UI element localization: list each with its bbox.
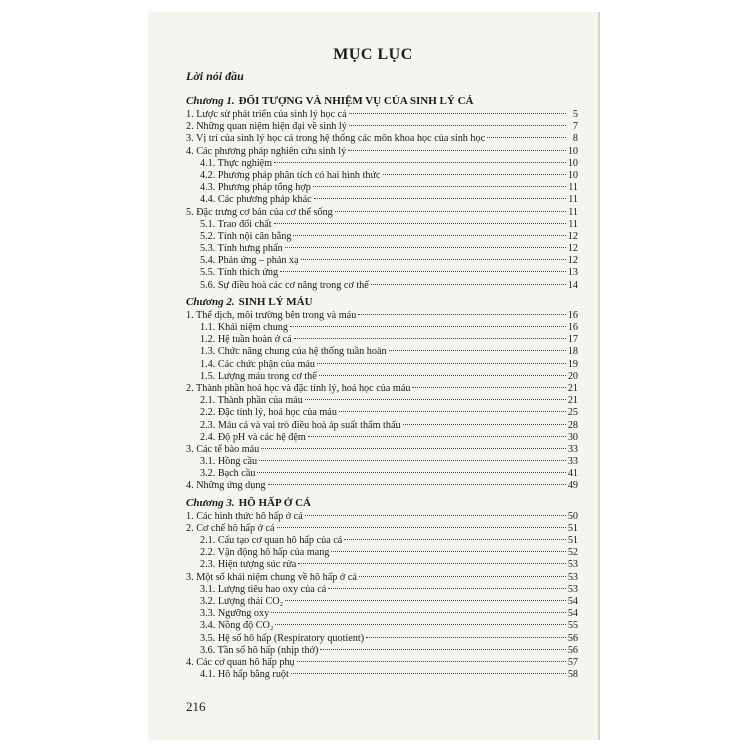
toc-entry-label: 2.2. Vận động hô hấp của mang: [200, 547, 330, 559]
toc-entry-page: 21: [567, 395, 578, 407]
chapter-title: ĐỐI TƯỢNG VÀ NHIỆM VỤ CỦA SINH LÝ CÁ: [238, 95, 474, 107]
toc-entry: [186, 121, 578, 133]
toc-entry-page: 53: [567, 559, 578, 571]
toc-entry-page: 10: [567, 169, 578, 181]
dot-leader: [320, 649, 565, 650]
toc-entry-page: 8: [572, 133, 578, 145]
dot-leader: [403, 424, 566, 425]
toc-entry-label: 5.6. Sự điều hoà các cơ năng trong cơ thể: [200, 279, 369, 291]
toc-entry-label: 3. Vị trí của sinh lý học cá trong hệ thống các môn khoa học của sinh học: [186, 133, 486, 145]
toc-entry-page: 33: [567, 456, 578, 468]
dot-leader: [328, 588, 565, 589]
toc-entry: [186, 480, 578, 492]
dot-leader: [268, 484, 566, 485]
toc-entry: [186, 407, 578, 419]
toc-entry-label: 1.5. Lượng máu trong cơ thể: [200, 370, 317, 382]
toc-entry-label: 5.1. Trao đổi chất: [200, 218, 272, 230]
toc-entry: [186, 572, 578, 584]
dot-leader: [257, 472, 565, 473]
dot-leader: [412, 387, 565, 388]
dot-leader: [348, 150, 566, 151]
toc-entry: [186, 133, 578, 145]
toc-entry-page: 30: [567, 431, 578, 443]
dot-leader: [359, 576, 566, 577]
toc-entry-label: 1.1. Khái niệm chung: [200, 322, 288, 333]
dot-leader: [344, 539, 566, 540]
toc-entry: [186, 182, 578, 194]
dot-leader: [371, 284, 566, 285]
toc-entry: [186, 231, 578, 243]
toc-entry-label: 2.3. Máu cá và vai trò điều hoà áp suất thẩm thấu: [200, 419, 401, 431]
toc-entry: [186, 280, 578, 292]
toc-entry-page: 53: [567, 583, 578, 595]
toc-entry: [186, 170, 578, 182]
toc-entry-label: 3.3. Ngưỡng oxy: [200, 608, 270, 620]
toc-entry: [186, 146, 578, 158]
toc-entry-page: 53: [567, 571, 578, 583]
page-heading: MỤC LỤC: [333, 46, 413, 63]
toc-entry-page: 51: [567, 522, 578, 534]
toc-entry: [186, 243, 578, 255]
toc-entry-label: 5.4. Phản ứng – phản xạ: [200, 255, 299, 267]
dot-leader: [280, 271, 566, 272]
toc-entry-page: 55: [567, 620, 578, 632]
toc-entry: [186, 207, 578, 219]
toc-entry-label: 4. Các cơ quan hô hấp phụ: [186, 656, 295, 668]
toc-entry: [186, 359, 578, 371]
dot-leader: [305, 399, 566, 400]
toc-entry: [186, 322, 578, 334]
toc-entry-page: 10: [567, 157, 578, 169]
toc-entry-label: 2. Thành phần hoá học và đặc tính lý, hoá học của máu: [186, 382, 411, 394]
toc-entry: [186, 633, 578, 645]
toc-entry-page: 28: [567, 419, 578, 431]
toc-entry: [186, 255, 578, 267]
toc-entry-page: 12: [567, 243, 578, 255]
toc-entry-label: 3.1. Hồng cầu: [200, 456, 258, 468]
dot-leader: [277, 527, 566, 528]
toc-entry-page: 13: [567, 267, 578, 279]
toc-entry-label: 1.2. Hệ tuần hoàn ở cá: [200, 334, 292, 346]
toc-entry: [186, 535, 578, 547]
toc-entry-page: 11: [568, 194, 578, 206]
toc-entry: [186, 559, 578, 571]
toc-entry-label: 2.1. Thành phần của máu: [200, 395, 303, 407]
dot-leader: [274, 162, 566, 163]
toc-entry: [186, 420, 578, 432]
toc-entry: [186, 468, 578, 480]
toc-entry: [186, 547, 578, 559]
toc-entry-page: 16: [567, 322, 578, 333]
toc-entry: [186, 395, 578, 407]
toc-entry: [186, 657, 578, 669]
dot-leader: [389, 350, 566, 351]
toc-entry-page: 5: [572, 109, 578, 120]
toc-entry-page: 19: [567, 358, 578, 370]
toc-entry-page: 20: [567, 370, 578, 382]
toc-entry-label: 3.2. Bạch cầu: [200, 468, 256, 480]
dot-leader: [339, 411, 566, 412]
toc-entry-label: 5.3. Tính hưng phấn: [200, 243, 283, 255]
dot-leader: [294, 338, 566, 339]
chapter-heading: [186, 95, 578, 109]
toc-entry-page: 17: [567, 334, 578, 346]
dot-leader: [305, 515, 566, 516]
dot-leader: [349, 113, 566, 114]
toc-entry: [186, 669, 578, 681]
toc-entry-page: 58: [567, 669, 578, 681]
toc-entry-page: 54: [567, 595, 578, 607]
toc-entry-page: 41: [567, 468, 578, 480]
toc-entry-label: 3. Một số khái niệm chung về hô hấp ở cá: [186, 571, 357, 583]
toc-entry-label: 5. Đặc trưng cơ bản của cơ thể sống: [186, 206, 333, 218]
toc-entry-page: 11: [568, 218, 578, 230]
dot-leader: [308, 436, 566, 437]
toc-entry-label: 5.5. Tính thích ứng: [200, 267, 279, 279]
toc-entry: [186, 194, 578, 206]
toc-entry-page: 25: [567, 407, 578, 419]
toc-entry-page: 57: [567, 656, 578, 668]
toc-entry-label: 2.2. Đặc tính lý, hoá học của máu: [200, 407, 337, 419]
toc-entry: [186, 645, 578, 657]
dot-leader: [314, 198, 566, 199]
toc-entry-label: 4.3. Phương pháp tổng hợp: [200, 182, 311, 194]
dot-leader: [293, 235, 565, 236]
toc-entry-label: 4.1. Thực nghiệm: [200, 157, 273, 169]
dot-leader: [274, 223, 566, 224]
toc-entry-label: 1. Các hình thức hô hấp ở cá: [186, 510, 303, 522]
toc-entry: [186, 444, 578, 456]
toc-entry-label: 3.6. Tần số hô hấp (nhịp thở): [200, 644, 319, 656]
toc-entry-label: 2.3. Hiện tượng súc rửa: [200, 559, 297, 571]
toc-entry-page: 56: [567, 644, 578, 656]
book-page: [148, 12, 598, 740]
toc-entry-label: 1. Thể dịch, môi trường bên trong và máu: [186, 309, 357, 321]
toc-entry-page: 7: [572, 121, 578, 133]
chapter-heading: [186, 497, 578, 511]
toc-entry-page: 21: [567, 382, 578, 394]
chapter-number: Chương 1.: [186, 95, 235, 107]
toc-entry-label: 3.1. Lượng tiêu hao oxy của cá: [200, 583, 327, 595]
dot-leader: [259, 460, 566, 461]
toc-entry-label: 4. Các phương pháp nghiên cứu sinh lý: [186, 145, 347, 157]
toc-entry-label: 4.4. Các phương pháp khác: [200, 194, 312, 206]
toc-entry: [186, 219, 578, 231]
dot-leader: [291, 673, 566, 674]
toc-entry-label: 4.1. Hô hấp bằng ruột: [200, 669, 289, 681]
toc-entry-page: 49: [567, 480, 578, 492]
toc-entry-label: 4. Những ứng dụng: [186, 480, 266, 492]
dot-leader: [349, 125, 566, 126]
toc-entry-label: 1.4. Các chức phận của máu: [200, 358, 315, 370]
toc-entry: [186, 371, 578, 383]
dot-leader: [366, 637, 566, 638]
toc-entry: [186, 334, 578, 346]
dot-leader: [297, 661, 566, 662]
toc-entry: [186, 383, 578, 395]
toc-entry-label: 4.2. Phương pháp phân tích có hai hình thức: [200, 169, 381, 181]
toc-entry-label: 3.4. Nồng độ CO₂: [200, 620, 274, 632]
toc-entry-page: 50: [567, 510, 578, 522]
dot-leader: [313, 186, 566, 187]
toc-entry: [186, 310, 578, 322]
toc-entry: [186, 523, 578, 535]
toc-entry: [186, 267, 578, 279]
toc-entry-page: 54: [567, 608, 578, 620]
dot-leader: [319, 375, 566, 376]
chapter-number: Chương 3.: [186, 496, 235, 509]
dot-leader: [487, 137, 566, 138]
dot-leader: [290, 326, 566, 327]
dot-leader: [261, 448, 566, 449]
toc-entry-page: 12: [567, 230, 578, 242]
toc-entry-page: 10: [567, 145, 578, 157]
dot-leader: [331, 551, 565, 552]
dot-leader: [275, 624, 565, 625]
toc-entry-label: 3.2. Lượng thải CO₂: [200, 595, 284, 607]
page-number: 216: [186, 699, 206, 714]
chapter-title: HÔ HẤP Ở CÁ: [238, 496, 311, 509]
toc-entry-page: 12: [567, 255, 578, 267]
toc-entry-label: 2.4. Độ pH và các hệ đệm: [200, 431, 306, 443]
toc-entry: [186, 432, 578, 444]
dot-leader: [285, 600, 566, 601]
dot-leader: [335, 211, 566, 212]
dot-leader: [285, 247, 566, 248]
dot-leader: [301, 259, 566, 260]
dot-leader: [358, 314, 566, 315]
toc-entry: [186, 511, 578, 523]
dot-leader: [271, 612, 566, 613]
toc-entry-page: 56: [567, 632, 578, 644]
toc-entry: [186, 346, 578, 358]
toc-entry-label: 2.1. Cấu tạo cơ quan hô hấp của cá: [200, 535, 343, 546]
chapter-heading: [186, 296, 578, 310]
toc-entry: [186, 456, 578, 468]
dot-leader: [383, 174, 566, 175]
preface-entry: Lời nói đầu: [186, 69, 244, 83]
chapter-number: Chương 2.: [186, 295, 235, 308]
toc-entry-page: 18: [567, 346, 578, 358]
toc-entry-page: 11: [568, 182, 578, 194]
toc-entry-label: 2. Cơ chế hô hấp ở cá: [186, 522, 275, 534]
toc-entry: [186, 608, 578, 620]
toc-entry-page: 52: [567, 547, 578, 559]
toc-entry-page: 14: [567, 279, 578, 291]
dot-leader: [317, 363, 566, 364]
toc-entry: [186, 620, 578, 632]
toc-entry-page: 51: [567, 535, 578, 546]
toc-entry: [186, 109, 578, 121]
chapter-title: SINH LÝ MÁU: [238, 295, 313, 308]
toc-entry-page: 16: [567, 309, 578, 321]
dot-leader: [298, 563, 566, 564]
toc-entry: [186, 158, 578, 170]
toc-entry-label: 2. Những quan niệm hiện đại về sinh lý: [186, 121, 347, 133]
toc-entry: [186, 596, 578, 608]
toc-entry-page: 11: [568, 206, 578, 218]
toc-entry-label: 5.2. Tính nội cân bằng: [200, 230, 292, 242]
toc-entry-label: 3. Các tế bào máu: [186, 443, 260, 455]
toc-entry-page: 33: [567, 443, 578, 455]
table-of-contents: [186, 91, 578, 681]
toc-entry-label: 1.3. Chức năng chung của hệ thống tuần hoàn: [200, 346, 387, 358]
toc-entry-label: 1. Lược sử phát triển của sinh lý học cá: [186, 109, 347, 120]
toc-entry: [186, 584, 578, 596]
toc-entry-label: 3.5. Hệ số hô hấp (Respiratory quotient): [200, 632, 365, 644]
